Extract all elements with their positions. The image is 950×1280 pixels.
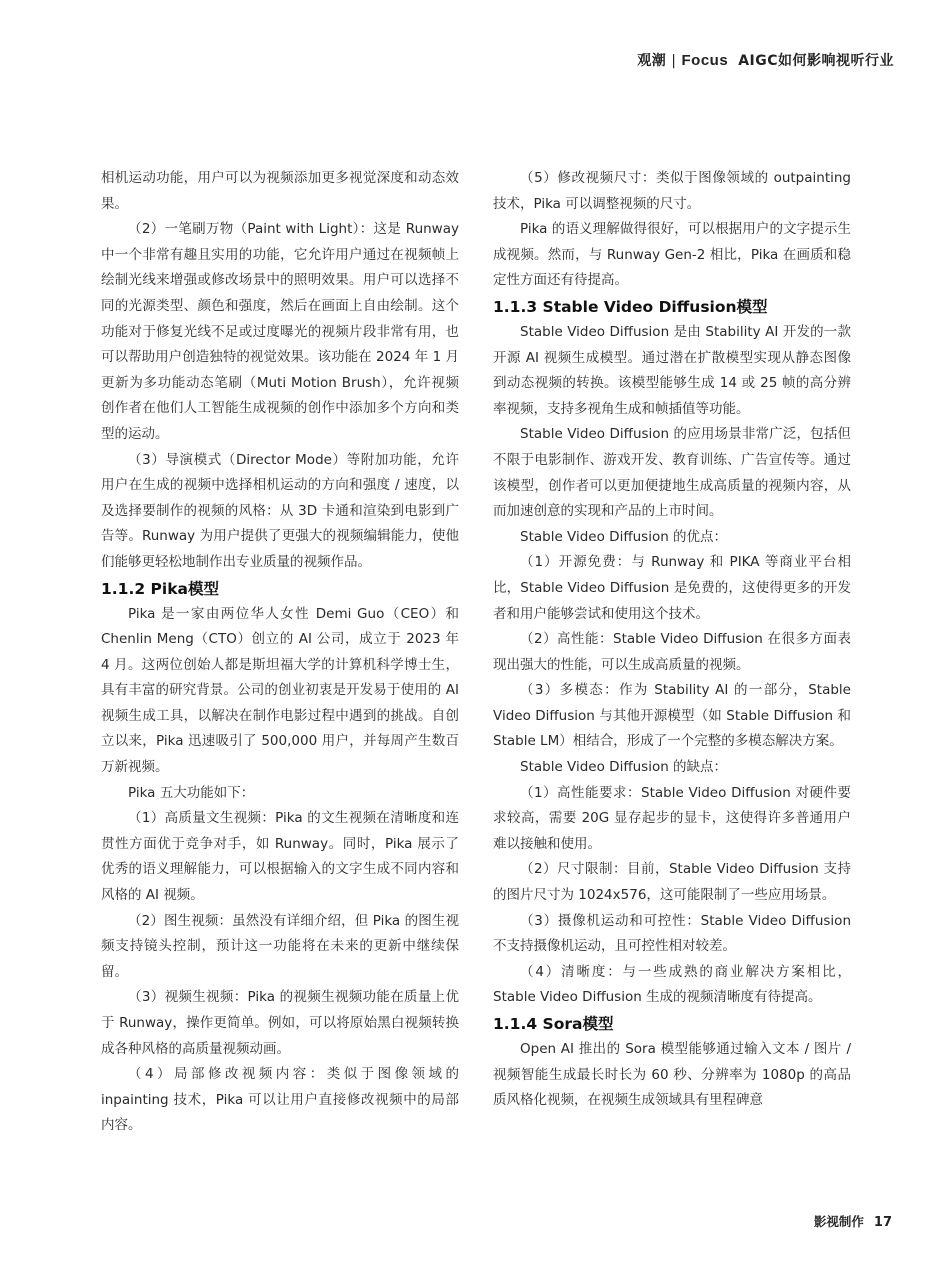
paragraph: （3）导演模式（Director Mode）等附加功能，允许用户在生成的视频中选择相机运动的方向和强度 / 速度，以及选择要制作的视频的风格：从 3D 卡通和渲染到电影到广告等。Runway 为用户提供了更强大的视频编辑能力，使他们能够更轻松地制作出专业质量的视频作品。	[101, 451, 459, 570]
paragraph: Stable Video Diffusion 是由 Stability AI 开发的一款开源 AI 视频生成模型。通过潜在扩散模型实现从静态图像到动态视频的转换。该模型能够生成 14 或 25 帧的高分辨率视频，支持多视角生成和帧插值等功能。	[493, 323, 851, 417]
paragraph: Open AI 推出的 Sora 模型能够通过输入文本 / 图片 / 视频智能生成最长时长为 60 秒、分辨率为 1080p 的高品质风格化视频，在视频生成领域具有里程碑意	[493, 1041, 851, 1109]
right-column	[493, 166, 851, 1114]
paragraph: （2）高性能：Stable Video Diffusion 在很多方面表现出强大的性能，可以生成高质量的视频。	[493, 631, 851, 673]
page-footer	[814, 1212, 892, 1230]
paragraph: （1）开源免费：与 Runway 和 PIKA 等商业平台相比，Stable Video Diffusion 是免费的，这使得更多的开发者和用户能够尝试和使用这个技术。	[493, 554, 851, 622]
header-focus: Focus	[681, 52, 729, 69]
header-section: 观潮	[637, 53, 667, 69]
paragraph: （4）清晰度：与一些成熟的商业解决方案相比，Stable Video Diffusion 生成的视频清晰度有待提高。	[493, 963, 851, 1006]
paragraph: （1）高性能要求：Stable Video Diffusion 对硬件要求较高，需要 20G 显存起步的显卡，这使得许多普通用户难以接触和使用。	[493, 784, 851, 852]
header-topic: AIGC如何影响视听行业	[738, 53, 894, 69]
paragraph: Pika 是一家由两位华人女性 Demi Guo（CEO）和 Chenlin Meng（CTO）创立的 AI 公司，成立于 2023 年 4 月。这两位创始人都是斯坦福大学的计算机科学博士生，具有丰富的研究背景。公司的创业初衷是开发易于使用的 AI 视频生成工具，以解决在制作电影过程中遇到的挑战。自创立以来，Pika 迅速吸引了 500,000 用户，并每周产生数百万新视频。	[101, 605, 459, 776]
section-heading-sora: 1.1.4 Sora模型	[493, 1015, 614, 1033]
paragraph: （2）图生视频：虽然没有详细介绍，但 Pika 的图生视频支持镜头控制，预计这一功能将在未来的更新中继续保留。	[101, 912, 459, 980]
paragraph: （1）高质量文生视频：Pika 的文生视频在清晰度和连贯性方面优于竞争对手，如 Runway。同时，Pika 展示了优秀的语义理解能力，可以根据输入的文字生成不同内容和风格的 AI 视频。	[101, 810, 459, 904]
paragraph: Pika 五大功能如下：	[128, 784, 255, 801]
footer-magazine: 影视制作	[813, 1214, 864, 1229]
page-number: 17	[873, 1215, 892, 1230]
paragraph: （3）摄像机运动和可控性：Stable Video Diffusion 不支持摄像机运动，且可控性相对较差。	[493, 912, 851, 955]
paragraph: （2）尺寸限制：目前，Stable Video Diffusion 支持的图片尺寸为 1024x576，这可能限制了一些应用场景。	[493, 861, 851, 904]
section-heading-svd: 1.1.3 Stable Video Diffusion模型	[493, 297, 768, 316]
paragraph: Pika 的语义理解做得很好，可以根据用户的文字提示生成视频。然而，与 Runway Gen-2 相比，Pika 在画质和稳定性方面还有待提高。	[493, 221, 851, 289]
paragraph: 相机运动功能，用户可以为视频添加更多视觉深度和动态效果。	[101, 170, 459, 212]
paragraph: （5）修改视频尺寸：类似于图像领域的 outpainting 技术，Pika 可以调整视频的尺寸。	[493, 170, 851, 212]
paragraph: Stable Video Diffusion 的优点：	[520, 528, 728, 545]
header-separator: |	[671, 53, 677, 69]
left-column	[101, 166, 459, 1139]
paragraph: （4）局部修改视频内容：类似于图像领域的 inpainting 技术，Pika 可以让用户直接修改视频中的局部内容。	[101, 1066, 459, 1134]
paragraph: Stable Video Diffusion 的缺点：	[520, 759, 728, 776]
paragraph: （3）视频生视频：Pika 的视频生视频功能在质量上优于 Runway，操作更简单。例如，可以将原始黑白视频转换成各种风格的高质量视频动画。	[101, 989, 459, 1057]
section-heading-pika: 1.1.2 Pika模型	[101, 579, 219, 598]
paragraph: （3）多模态：作为 Stability AI 的一部分，Stable Video Diffusion 与其他开源模型（如 Stable Diffusion 和 Stable LM）相结合，形成了一个完整的多模态解决方案。	[493, 682, 851, 750]
paragraph: Stable Video Diffusion 的应用场景非常广泛，包括但不限于电影制作、游戏开发、教育训练、广告宣传等。通过该模型，创作者可以更加便捷地生成高质量的视频内容，从而加速创意的实现和产品的上市时间。	[493, 426, 851, 520]
running-header	[637, 50, 894, 70]
paragraph: （2）一笔刷万物（Paint with Light）：这是 Runway 中一个非常有趣且实用的功能，它允许用户通过在视频帧上绘制光线来增强或修改场景中的照明效果。用户可以选择不同的光源类型、颜色和强度，然后在画面上自由绘制。这个功能对于修复光线不足或过度曝光的视频片段非常有用，也可以帮助用户创造独特的视觉效果。该功能在 2024 年 1 月更新为多功能动态笔刷（Muti Motion Brush），允许视频创作者在他们人工智能生成视频的创作中添加多个方向和类型的运动。	[101, 221, 459, 442]
